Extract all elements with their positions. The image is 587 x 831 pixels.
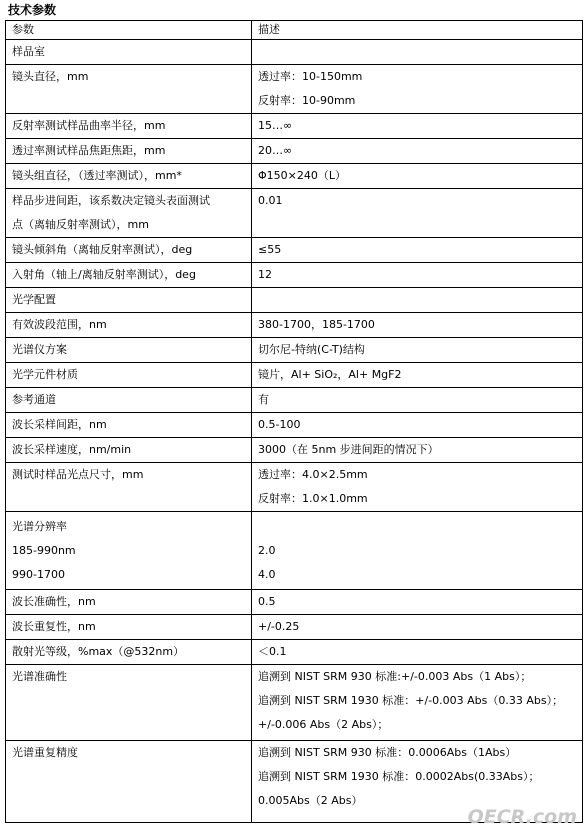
param-cell [6, 114, 252, 139]
param-text: 有效波段范围，nm [12, 318, 107, 331]
param-cell [6, 313, 252, 338]
param-text: 光谱分辨率 [12, 520, 67, 533]
desc-cell [252, 463, 583, 512]
desc-text: 追溯到 NIST SRM 1930 标准：0.0002Abs(0.33Abs）； [258, 770, 540, 783]
param-text: 样品步进间距，该系数决定镜头表面测试 [12, 194, 210, 207]
table-row [6, 665, 583, 741]
table-row [6, 615, 583, 640]
param-text: 990-1700 [12, 568, 65, 581]
table-row [6, 590, 583, 615]
param-text: 光谱仪方案 [12, 343, 67, 356]
param-text: 波长采样速度，nm/min [12, 443, 132, 456]
table-row [6, 413, 583, 438]
desc-cell [252, 164, 583, 189]
param-cell [6, 640, 252, 665]
param-cell [6, 164, 252, 189]
desc-text: ≤55 [258, 243, 282, 256]
table-row [6, 463, 583, 512]
desc-cell [252, 263, 583, 288]
header-label: 参数 [12, 23, 34, 36]
param-cell [6, 438, 252, 463]
param-cell [6, 189, 252, 238]
param-cell [6, 338, 252, 363]
table-row [6, 164, 583, 189]
table-row [6, 189, 583, 238]
desc-text: 反射率：1.0×1.0mm [258, 492, 368, 505]
desc-text: 追溯到 NIST SRM 1930 标准：+/-0.003 Abs（0.33 Abs）； [258, 694, 564, 707]
desc-text: 0.005Abs（2 Abs） [258, 794, 363, 807]
desc-cell [252, 338, 583, 363]
desc-text: ＜0.1 [258, 645, 287, 658]
param-text: 散射光等级，%max（@532nm） [12, 645, 185, 658]
desc-text: 镜片，Al+ SiO₂，Al+ MgF2 [258, 368, 402, 381]
header-cell-desc [252, 21, 583, 40]
spec-table-body [6, 21, 583, 823]
param-text: 点（离轴反射率测试），mm [12, 218, 149, 231]
desc-text: 透过率：10-150mm [258, 70, 363, 83]
header-label: 描述 [258, 23, 280, 36]
param-text: 样品室 [12, 45, 45, 58]
table-row [6, 65, 583, 114]
param-cell [6, 65, 252, 114]
desc-cell [252, 65, 583, 114]
param-cell [6, 665, 252, 741]
table-row [6, 313, 583, 338]
table-row [6, 139, 583, 164]
table-row [6, 263, 583, 288]
param-text: 参考通道 [12, 393, 56, 406]
table-row [6, 438, 583, 463]
desc-text: +/-0.25 [258, 620, 300, 633]
param-cell [6, 413, 252, 438]
desc-text: 0.01 [258, 194, 283, 207]
param-text: 光学配置 [12, 293, 56, 306]
param-text: 镜头直径，mm [12, 70, 89, 83]
param-text: 镜头倾斜角（离轴反射率测试），deg [12, 243, 193, 256]
desc-text: 12 [258, 268, 272, 281]
desc-text: Φ150×240（L） [258, 169, 346, 182]
param-text: 镜头组直径，（透过率测试），mm* [12, 169, 182, 182]
desc-cell [252, 238, 583, 263]
desc-cell [252, 388, 583, 413]
param-text: 185-990nm [12, 544, 76, 557]
table-row [6, 238, 583, 263]
desc-cell [252, 615, 583, 640]
param-cell [6, 139, 252, 164]
param-text: 波长采样间距，nm [12, 418, 107, 431]
param-cell [6, 590, 252, 615]
desc-text [258, 515, 582, 539]
desc-cell [252, 640, 583, 665]
param-cell [6, 288, 252, 313]
desc-cell [252, 40, 583, 65]
table-header-row [6, 21, 583, 40]
table-row [6, 388, 583, 413]
desc-cell [252, 438, 583, 463]
desc-text: 3000（在 5nm 步进间距的情况下） [258, 443, 439, 456]
watermark: OECR.com [467, 806, 577, 828]
param-cell [6, 40, 252, 65]
param-cell [6, 263, 252, 288]
desc-cell [252, 288, 583, 313]
table-row [6, 640, 583, 665]
desc-cell [252, 413, 583, 438]
desc-text: 0.5 [258, 595, 276, 608]
param-text: 反射率测试样品曲率半径，mm [12, 119, 166, 132]
param-cell [6, 463, 252, 512]
desc-cell [252, 590, 583, 615]
desc-text: 反射率：10-90mm [258, 94, 356, 107]
desc-text: 追溯到 NIST SRM 930 标准：0.0006Abs（1Abs） [258, 746, 517, 759]
header-cell-param [6, 21, 252, 40]
param-text: 光谱重复精度 [12, 746, 78, 759]
desc-cell [252, 363, 583, 388]
param-cell [6, 238, 252, 263]
table-row [6, 338, 583, 363]
param-text: 测试时样品光点尺寸，mm [12, 468, 144, 481]
desc-text: 380-1700，185-1700 [258, 318, 375, 331]
desc-text: 4.0 [258, 568, 276, 581]
param-cell [6, 615, 252, 640]
param-text: 透过率测试样品焦距焦距，mm [12, 144, 166, 157]
page-title: 技术参数 [8, 3, 57, 17]
desc-text: 追溯到 NIST SRM 930 标准:+/-0.003 Abs（1 Abs）； [258, 670, 532, 683]
desc-text: 有 [258, 393, 269, 406]
desc-text: 20…∞ [258, 144, 293, 157]
desc-text: 2.0 [258, 544, 276, 557]
table-row [6, 363, 583, 388]
param-text: 波长准确性，nm [12, 595, 96, 608]
table-row [6, 512, 583, 590]
desc-cell [252, 665, 583, 741]
spec-table [5, 20, 583, 823]
param-cell [6, 363, 252, 388]
param-cell [6, 741, 252, 823]
table-row [6, 40, 583, 65]
desc-text: 15…∞ [258, 119, 293, 132]
param-cell [6, 512, 252, 590]
param-text: 光谱准确性 [12, 670, 67, 683]
desc-cell [252, 313, 583, 338]
desc-text: +/-0.006 Abs（2 Abs）； [258, 718, 389, 731]
desc-text: 0.5-100 [258, 418, 301, 431]
table-row [6, 288, 583, 313]
param-text: 入射角（轴上/离轴反射率测试），deg [12, 268, 196, 281]
desc-text: 透过率：4.0×2.5mm [258, 468, 368, 481]
param-cell [6, 388, 252, 413]
desc-cell [252, 139, 583, 164]
desc-cell [252, 114, 583, 139]
table-row [6, 114, 583, 139]
param-text: 光学元件材质 [12, 368, 78, 381]
desc-cell [252, 189, 583, 238]
param-text: 波长重复性，nm [12, 620, 96, 633]
desc-text: 切尔尼-特纳(C-T)结构 [258, 343, 365, 356]
desc-cell [252, 512, 583, 590]
